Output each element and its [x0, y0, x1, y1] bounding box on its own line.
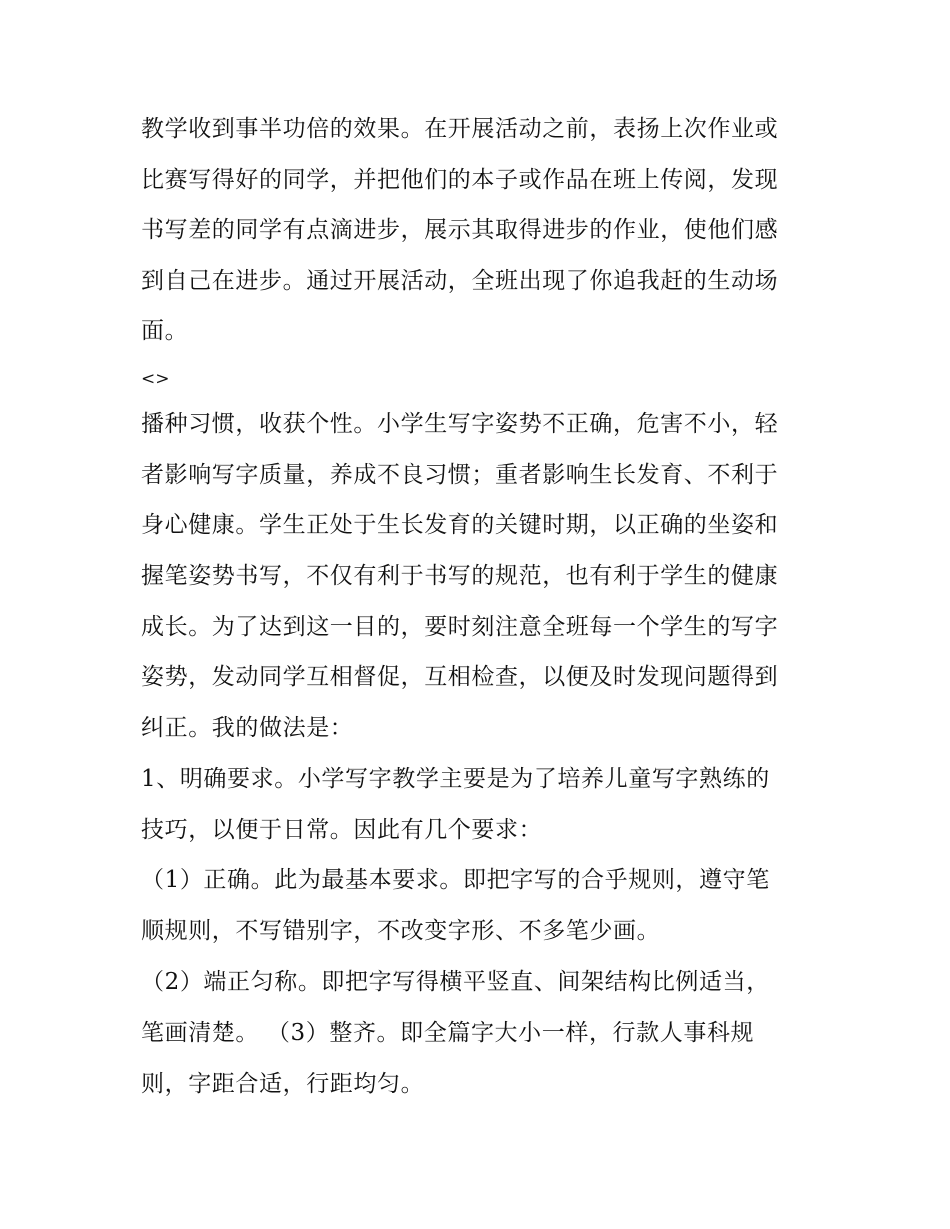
paragraph-5-line-1: （2）端正匀称。即把字写得横平竖直、间架结构比例适当，	[141, 969, 770, 995]
paragraph-5-line-3: 则，字距合适，行距均匀。	[141, 1071, 425, 1097]
paragraph-1-line-1: 教学收到事半功倍的效果。在开展活动之前，表扬上次作业或	[141, 116, 779, 142]
paragraph-3-line-1: 1、明确要求。小学写字教学主要是为了培养儿童写字熟练的	[141, 766, 770, 792]
paragraph-1-line-3: 书写差的同学有点滴进步，展示其取得进步的作业，使他们感	[141, 217, 779, 243]
paragraph-2-line-1: 播种习惯，收获个性。小学生写字姿势不正确，危害不小，轻	[141, 411, 779, 437]
paragraph-2-line-7: 纠正。我的做法是：	[141, 715, 354, 741]
section-marker: <>	[141, 369, 170, 389]
paragraph-3-line-2: 技巧，以便于日常。因此有几个要求：	[141, 817, 543, 843]
paragraph-2-line-6: 姿势，发动同学互相督促，互相检查，以便及时发现问题得到	[141, 664, 779, 690]
paragraph-1-line-2: 比赛写得好的同学，并把他们的本子或作品在班上传阅，发现	[141, 167, 779, 193]
paragraph-4-line-2: 顺规则，不写错别字，不改变字形、不多笔少画。	[141, 918, 661, 944]
paragraph-2-line-3: 身心健康。学生正处于生长发育的关键时期，以正确的坐姿和	[141, 512, 779, 538]
paragraph-2-line-4: 握笔姿势书写，不仅有利于书写的规范，也有利于学生的健康	[141, 563, 779, 589]
paragraph-2-line-2: 者影响写字质量，养成不良习惯；重者影响生长发育、不利于	[141, 462, 779, 488]
paragraph-4-line-1: （1）正确。此为最基本要求。即把字写的合乎规则，遵守笔	[141, 867, 770, 893]
paragraph-1-line-4: 到自己在进步。通过开展活动，全班出现了你追我赶的生动场	[141, 268, 779, 294]
paragraph-1-line-5: 面。	[141, 318, 189, 344]
paragraph-2-line-5: 成长。为了达到这一目的，要时刻注意全班每一个学生的写字	[141, 614, 779, 640]
paragraph-5-line-2: 笔画清楚。 （3）整齐。即全篇字大小一样，行款人事科规	[141, 1020, 755, 1046]
